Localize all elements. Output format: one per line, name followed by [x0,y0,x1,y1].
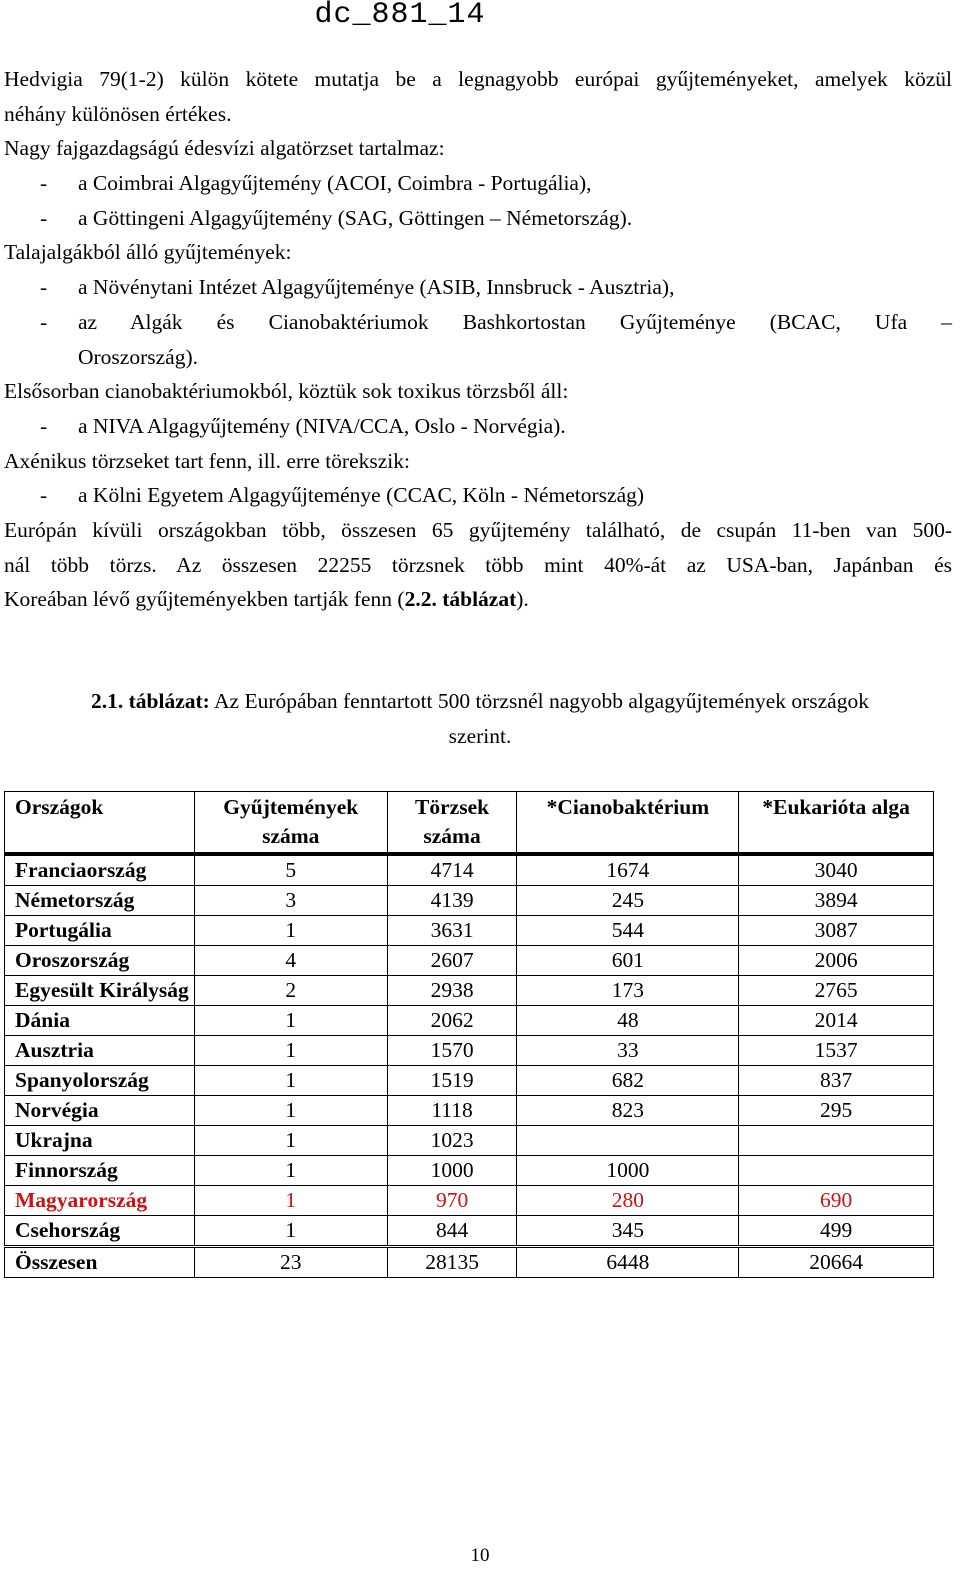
cell-collections: 1 [194,1186,387,1216]
collections-table [4,791,934,1278]
cell-collections: 1 [194,1006,387,1036]
cell-country: Finnország [5,1156,195,1186]
table-row [5,916,934,946]
cell-strains: 1570 [387,1036,517,1066]
cell-euk: 837 [739,1066,934,1096]
cell-collections: 2 [194,976,387,1006]
paragraph-line: Európán kívüli országokban több, összesen 65 gyűjtemény található, de csupán 11-ben van 500- [4,517,952,542]
cell-country: Összesen [5,1247,195,1278]
cell-country: Csehország [5,1216,195,1247]
list-item-continuation: Oroszország). [78,344,198,369]
cell-country: Ukrajna [5,1126,195,1156]
cell-collections: 1 [194,1096,387,1126]
cell-collections: 1 [194,1066,387,1096]
cell-cyano: 6448 [517,1247,739,1278]
list-item-text: a NIVA Algagyűjtemény (NIVA/CCA, Oslo - Norvégia). [78,413,566,438]
text-run: Koreában lévő gyűjteményekben tartják fenn ( [4,587,405,612]
table-row [5,1156,934,1186]
dash-marker: - [40,309,48,334]
paragraph-line: Hedvigia 79(1-2) külön kötete mutatja be a legnagyobb európai gyűjteményeket, amelyek közül [4,67,952,91]
table-row [5,1036,934,1066]
cell-collections: 5 [194,854,387,886]
cell-strains: 4139 [387,886,517,916]
body-text [4,62,952,617]
table-total-row [5,1247,934,1278]
cell-euk: 3894 [739,886,934,916]
cell-cyano: 245 [517,886,739,916]
table-reference: 2.2. táblázat [404,587,517,612]
cell-strains: 970 [387,1186,517,1216]
list-item-text: a Kölni Egyetem Algagyűjteménye (CCAC, Köln - Németország) [78,483,645,508]
cell-country: Ausztria [5,1036,195,1066]
table-row [5,1006,934,1036]
cell-cyano: 173 [517,976,739,1006]
table-row [5,1186,934,1216]
cell-collections: 23 [194,1247,387,1278]
list-item [4,270,952,305]
cell-country: Dánia [5,1006,195,1036]
cell-euk: 690 [739,1186,934,1216]
cell-cyano: 544 [517,916,739,946]
cell-collections: 4 [194,946,387,976]
cell-euk: 1537 [739,1036,934,1066]
list-item-text: a Göttingeni Algagyűjtemény (SAG, Göttingen – Németország). [78,205,633,230]
cell-country: Oroszország [5,946,195,976]
cell-country: Portugália [5,916,195,946]
table-header-row [5,792,934,855]
cell-euk: 499 [739,1216,934,1247]
cell-cyano: 682 [517,1066,739,1096]
cell-euk: 3087 [739,916,934,946]
list-item [4,166,952,201]
paragraph-line: Talajalgákból álló gyűjtemények: [4,240,292,265]
cell-cyano: 1674 [517,854,739,886]
cell-cyano: 1000 [517,1156,739,1186]
cell-strains: 4714 [387,854,517,886]
paragraph-line: Elsősorban cianobaktériumokból, köztük sok toxikus törzsből áll: [4,379,569,404]
cell-country: Franciaország [5,854,195,886]
cell-collections: 1 [194,1036,387,1066]
cell-strains: 2062 [387,1006,517,1036]
table-row [5,946,934,976]
cell-strains: 1519 [387,1066,517,1096]
list-item [4,478,952,513]
cell-strains: 1000 [387,1156,517,1186]
cell-country: Spanyolország [5,1066,195,1096]
cell-cyano: 601 [517,946,739,976]
cell-collections: 1 [194,1216,387,1247]
paragraph-line: néhány különösen értékes. [4,101,232,126]
cell-strains: 2607 [387,946,517,976]
cell-euk: 2014 [739,1006,934,1036]
page-number: 10 [470,1545,490,1566]
list-item [4,409,952,444]
cell-euk: 20664 [739,1247,934,1278]
cell-strains: 844 [387,1216,517,1247]
dash-marker: - [40,171,48,196]
dash-marker: - [40,413,48,438]
table-row [5,976,934,1006]
caption-label: 2.1. táblázat: [91,689,210,713]
paragraph-line: nál több törzs. Az összesen 22255 törzsnek több mint 40%-át az USA-ban, Japánban és [4,552,952,577]
list-item-text: az Algák és Cianobaktériumok Bashkortostan Gyűjteménye (BCAC, Ufa – [78,309,952,334]
header-collections: Gyűjtemények száma [194,792,387,855]
table-caption [0,684,960,753]
table-row [5,854,934,886]
cell-collections: 1 [194,1156,387,1186]
table-row [5,1216,934,1247]
cell-strains: 1023 [387,1126,517,1156]
list-item [4,201,952,236]
cell-collections: 1 [194,916,387,946]
cell-euk [739,1156,934,1186]
cell-country: Magyarország [5,1186,195,1216]
table-row [5,1096,934,1126]
cell-cyano: 48 [517,1006,739,1036]
cell-collections: 3 [194,886,387,916]
cell-country: Egyesült Királyság [5,976,195,1006]
cell-euk: 295 [739,1096,934,1126]
cell-cyano: 280 [517,1186,739,1216]
cell-cyano: 345 [517,1216,739,1247]
header-eukaryotic-algae: *Eukarióta alga [739,792,934,855]
table-row [5,886,934,916]
cell-cyano: 823 [517,1096,739,1126]
cell-euk [739,1126,934,1156]
text-run: ). [516,587,529,612]
header-cyanobacteria: *Cianobaktérium [517,792,739,855]
header-countries: Országok [5,792,195,855]
paragraph-line: Nagy fajgazdagságú édesvízi algatörzset tartalmaz: [4,136,445,161]
caption-text: Az Európában fenntartott 500 törzsnél nagyobb algagyűjtemények országok [209,689,869,713]
table-row [5,1066,934,1096]
list-item-text: a Növénytani Intézet Algagyűjteménye (ASIB, Innsbruck - Ausztria), [78,275,675,300]
paragraph-line [4,582,952,617]
cell-strains: 2938 [387,976,517,1006]
cell-country: Norvégia [5,1096,195,1126]
cell-country: Németország [5,886,195,916]
list-item [4,305,952,340]
caption-text-continuation: szerint. [448,723,512,748]
header-strains: Törzsek száma [387,792,517,855]
list-item-text: a Coimbrai Algagyűjtemény (ACOI, Coimbra - Portugália), [78,171,592,196]
cell-cyano [517,1126,739,1156]
cell-euk: 2006 [739,946,934,976]
cell-euk: 3040 [739,854,934,886]
dash-marker: - [40,483,48,508]
dash-marker: - [40,275,48,300]
paragraph-line: Axénikus törzseket tart fenn, ill. erre törekszik: [4,448,410,473]
dash-marker: - [40,205,48,230]
table-row [5,1126,934,1156]
cell-strains: 1118 [387,1096,517,1126]
cell-euk: 2765 [739,976,934,1006]
cell-collections: 1 [194,1126,387,1156]
cell-cyano: 33 [517,1036,739,1066]
cell-strains: 3631 [387,916,517,946]
cell-strains: 28135 [387,1247,517,1278]
document-id-header: dc_881_14 [314,0,486,32]
